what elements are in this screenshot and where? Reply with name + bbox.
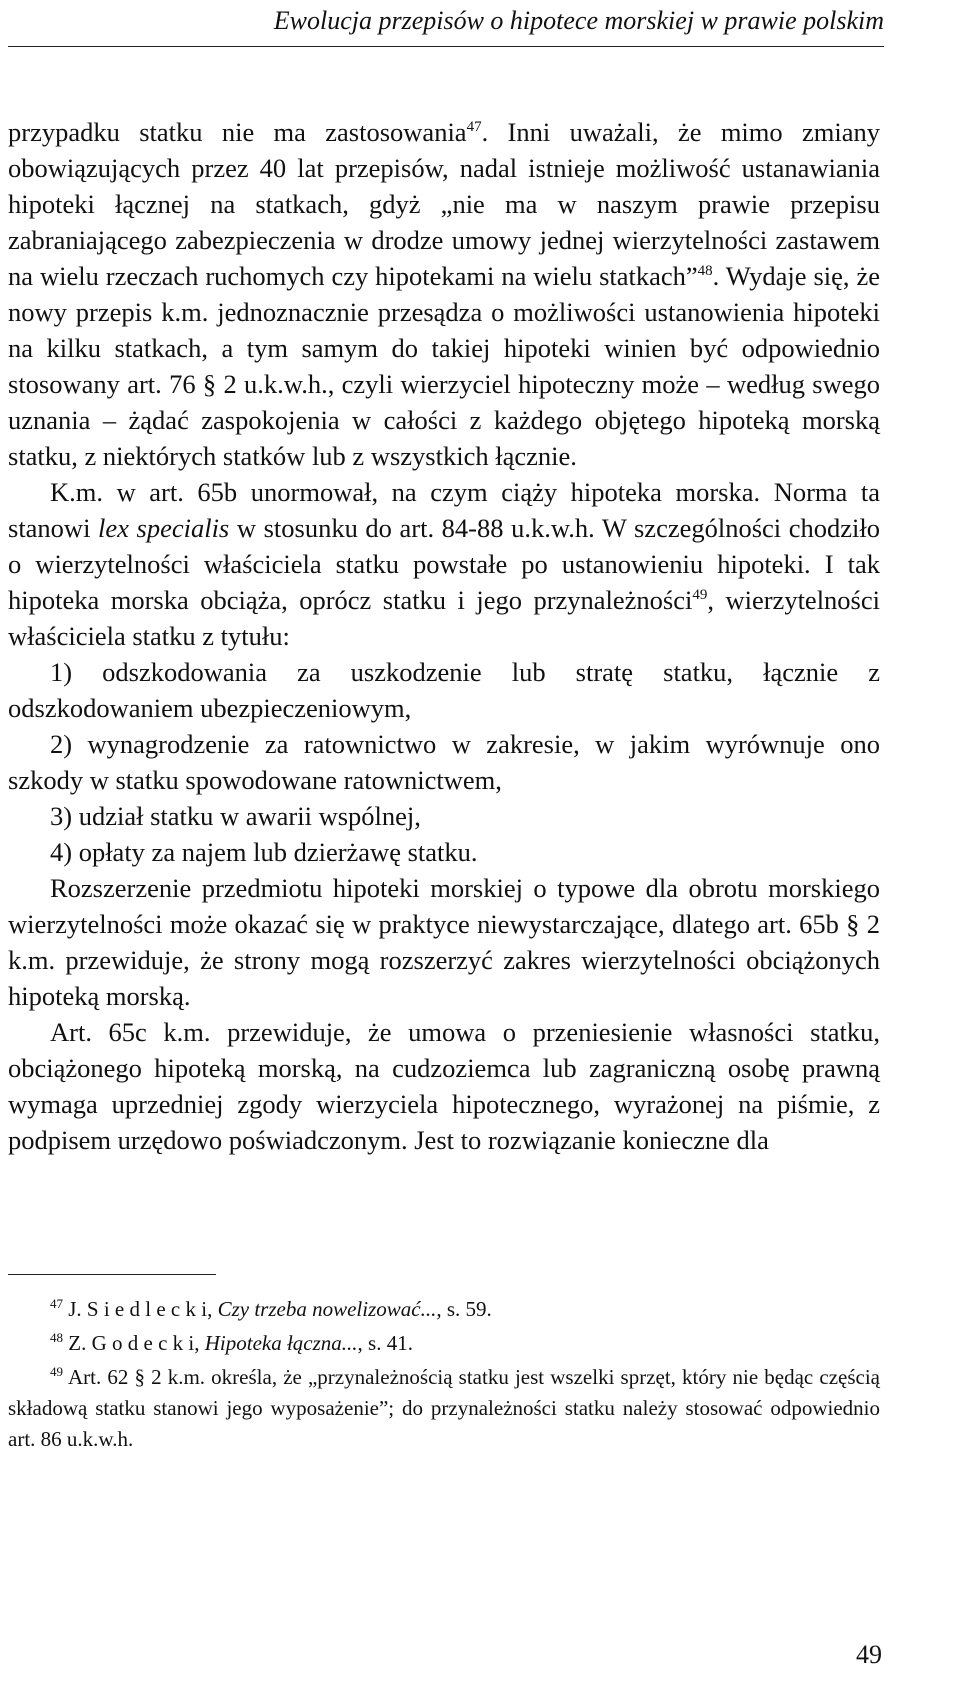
footnote-title: Hipoteka łączna... bbox=[204, 1331, 358, 1355]
paragraph-2 bbox=[8, 474, 880, 654]
list-item: 2) wynagrodzenie za ratownictwo w zakresie, w jakim wyrównuje ono szkody w statku spowodowane ratownictwem, bbox=[8, 729, 880, 795]
footnote-48 bbox=[8, 1328, 880, 1359]
footnote-text: Art. 62 § 2 k.m. określa, że „przynależnością statku jest wszelki sprzęt, który nie będąc częścią składową statku stanowi jego wyposażenie”; do przynależności statku należy stosować odpowiednio art. 86 u.k.w.h. bbox=[8, 1365, 880, 1451]
main-text bbox=[8, 114, 880, 1158]
footnotes bbox=[8, 1294, 880, 1458]
footnote-author: J. S i e d l e c k i bbox=[68, 1297, 208, 1321]
footnote-title: Czy trzeba nowelizować... bbox=[217, 1297, 437, 1321]
paragraph-1-text-a: przypadku statku nie ma zastosowania bbox=[8, 117, 467, 147]
footnote-separator bbox=[8, 1274, 216, 1275]
footnote-author: Z. G o d e c k i bbox=[68, 1331, 195, 1355]
running-header bbox=[8, 0, 884, 47]
footnote-ref-48[interactable]: 48 bbox=[697, 263, 713, 279]
footnote-number: 48 bbox=[50, 1330, 63, 1345]
footnote-ref-49[interactable]: 49 bbox=[692, 587, 708, 603]
paragraph-1 bbox=[8, 114, 880, 474]
paragraph-2-italic-term: lex specialis bbox=[98, 513, 230, 543]
list-item: 1) odszkodowania za uszkodzenie lub stratę statku, łącznie z odszkodowaniem ubezpieczeniowym, bbox=[8, 657, 880, 723]
paragraph-3: Rozszerzenie przedmiotu hipoteki morskiej o typowe dla obrotu morskiego wierzytelności może okazać się w praktyce niewystarczające, dlatego art. 65b § 2 k.m. przewiduje, że strony mogą rozszerzyć zakres wierzytelności obciążonych hipoteką morską. bbox=[8, 873, 880, 1011]
list-item: 3) udział statku w awarii wspólnej, bbox=[50, 801, 421, 831]
footnote-page-ref: , s. 59. bbox=[436, 1297, 492, 1321]
footnote-separator-text: , bbox=[194, 1331, 205, 1355]
paragraph-2-text-a: K.m. w art. 65b unormował, na czym ciąży hipoteka morska. Norma ta stanowi bbox=[8, 477, 880, 543]
paragraph-1-text-c: . Wydaje się, że nowy przepis k.m. jednoznacznie przesądza o możliwości ustanowienia hipoteki na kilku statkach, a tym samym do takiej hipoteki winien być odpowiednio stosowany art. 76 § 2 u.k.w.h., czyli wierzyciel hipoteczny może – według swego uznania – żądać zaspokojenia w całości z każdego objętego hipoteką morską statku, z niektórych statków lub z wszystkich łącznie. bbox=[8, 261, 881, 471]
running-header-title: Ewolucja przepisów o hipotece morskiej w prawie polskim bbox=[273, 6, 884, 35]
paragraph-2-text-c: , wierzytelności właściciela statku z tytułu: bbox=[8, 585, 880, 651]
paragraph-2-text-b: w stosunku do art. 84-88 u.k.w.h. W szczególności chodziło o wierzytelności właściciela statku powstałe po ustanowieniu hipoteki. I tak hipoteka morska obciąża, oprócz statku i jego przynależności bbox=[8, 513, 880, 615]
footnote-page-ref: , s. 41. bbox=[357, 1331, 413, 1355]
enumerated-list bbox=[8, 654, 880, 870]
footnote-number: 49 bbox=[50, 1364, 63, 1379]
paragraph-4: Art. 65c k.m. przewiduje, że umowa o przeniesienie własności statku, obciążonego hipoteką morską, na cudzoziemca lub zagraniczną osobę prawną wymaga uprzedniej zgody wierzyciela hipotecznego, wyrażonej na piśmie, z podpisem urzędowo poświadczonym. Jest to rozwiązanie konieczne dla bbox=[8, 1017, 880, 1155]
footnote-47 bbox=[8, 1294, 880, 1325]
page-number: 49 bbox=[856, 1640, 882, 1669]
footnote-ref-47[interactable]: 47 bbox=[466, 119, 482, 135]
footnote-number: 47 bbox=[50, 1296, 63, 1311]
paragraph-1-text-b: . Inni uważali, że mimo zmiany obowiązujących przez 40 lat przepisów, nadal istnieje możliwość ustanawiania hipoteki łącznej na statkach, gdyż „nie ma w naszym prawie przepisu zabraniającego zabezpieczenia w drodze umowy jednej wierzytelności zastawem na wielu rzeczach ruchomych czy hipotekami na wielu statkach” bbox=[8, 117, 881, 291]
list-item: 4) opłaty za najem lub dzierżawę statku. bbox=[50, 837, 478, 867]
footnote-49 bbox=[8, 1362, 880, 1455]
footnote-separator-text: , bbox=[207, 1297, 218, 1321]
